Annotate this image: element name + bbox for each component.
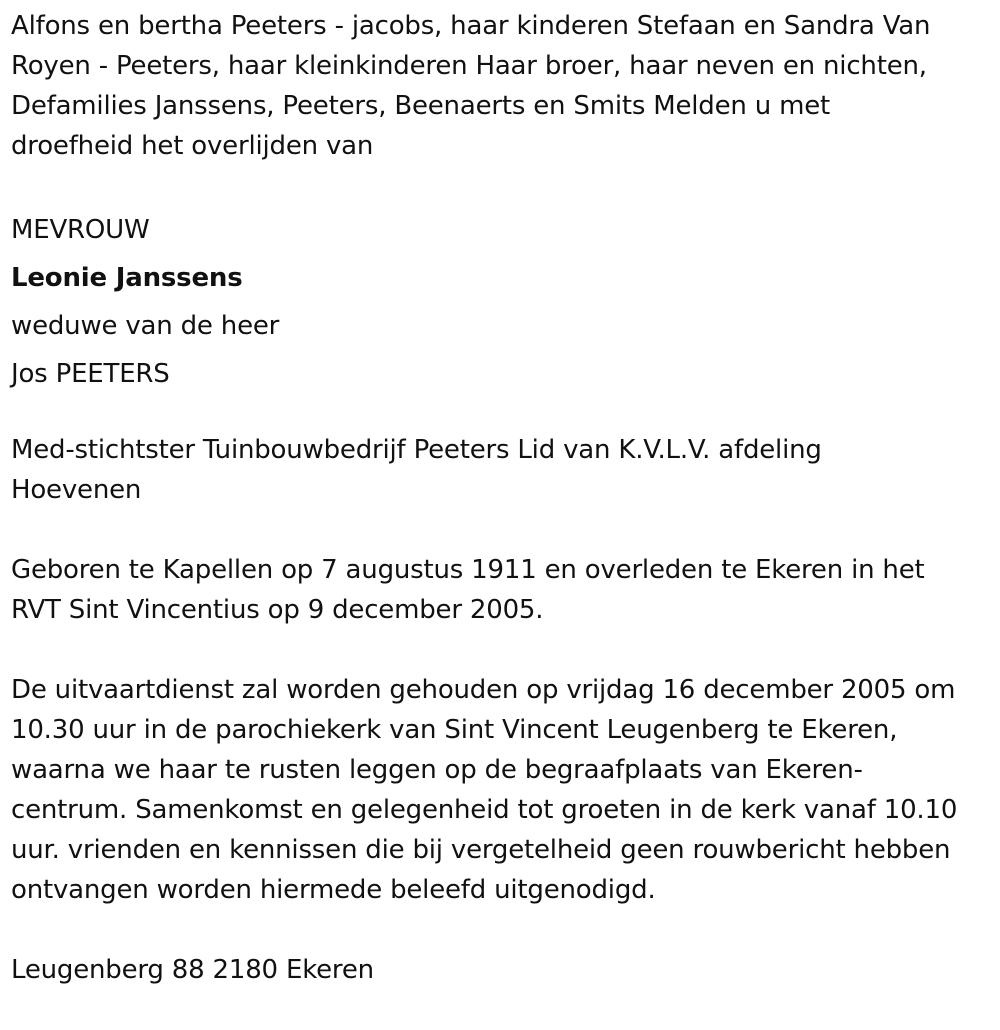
role-paragraph: [11, 430, 996, 510]
funeral-paragraph: [11, 670, 996, 910]
birth-death-line: Geboren te Kapellen op 7 augustus 1911 en overleden te Ekeren in het: [11, 555, 925, 585]
widow-of-label: weduwe van de heer: [11, 311, 280, 341]
deceased-name: Leonie Janssens: [11, 263, 243, 293]
funeral-line: centrum. Samenkomst en gelegenheid tot groeten in de kerk vanaf 10.10: [11, 795, 958, 825]
obituary-notice: [11, 6, 996, 1030]
deceased-block: [11, 206, 996, 398]
intro-line: Alfons en bertha Peeters - jacobs, haar kinderen Stefaan en Sandra Van: [11, 11, 931, 41]
intro-line: droefheid het overlijden van: [11, 131, 374, 161]
role-line: Med-stichtster Tuinbouwbedrijf Peeters Lid van K.V.L.V. afdeling: [11, 435, 822, 465]
funeral-line: ontvangen worden hiermede beleefd uitgenodigd.: [11, 875, 656, 905]
role-line: Hoevenen: [11, 475, 142, 505]
funeral-line: waarna we haar te rusten leggen op de begraafplaats van Ekeren-: [11, 755, 863, 785]
funeral-line: 10.30 uur in de parochiekerk van Sint Vincent Leugenberg te Ekeren,: [11, 715, 898, 745]
intro-line: Royen - Peeters, haar kleinkinderen Haar broer, haar neven en nichten,: [11, 51, 927, 81]
intro-line: Defamilies Janssens, Peeters, Beenaerts en Smits Melden u met: [11, 91, 831, 121]
address-paragraph: [11, 950, 996, 990]
honorific: MEVROUW: [11, 215, 150, 245]
funeral-line: De uitvaartdienst zal worden gehouden op vrijdag 16 december 2005 om: [11, 675, 956, 705]
birth-death-line: RVT Sint Vincentius op 9 december 2005.: [11, 595, 544, 625]
birth-death-paragraph: [11, 550, 996, 630]
address: Leugenberg 88 2180 Ekeren: [11, 955, 374, 985]
intro-paragraph: [11, 6, 996, 166]
spouse-name: Jos PEETERS: [11, 359, 170, 389]
funeral-line: uur. vrienden en kennissen die bij vergetelheid geen rouwbericht hebben: [11, 835, 951, 865]
